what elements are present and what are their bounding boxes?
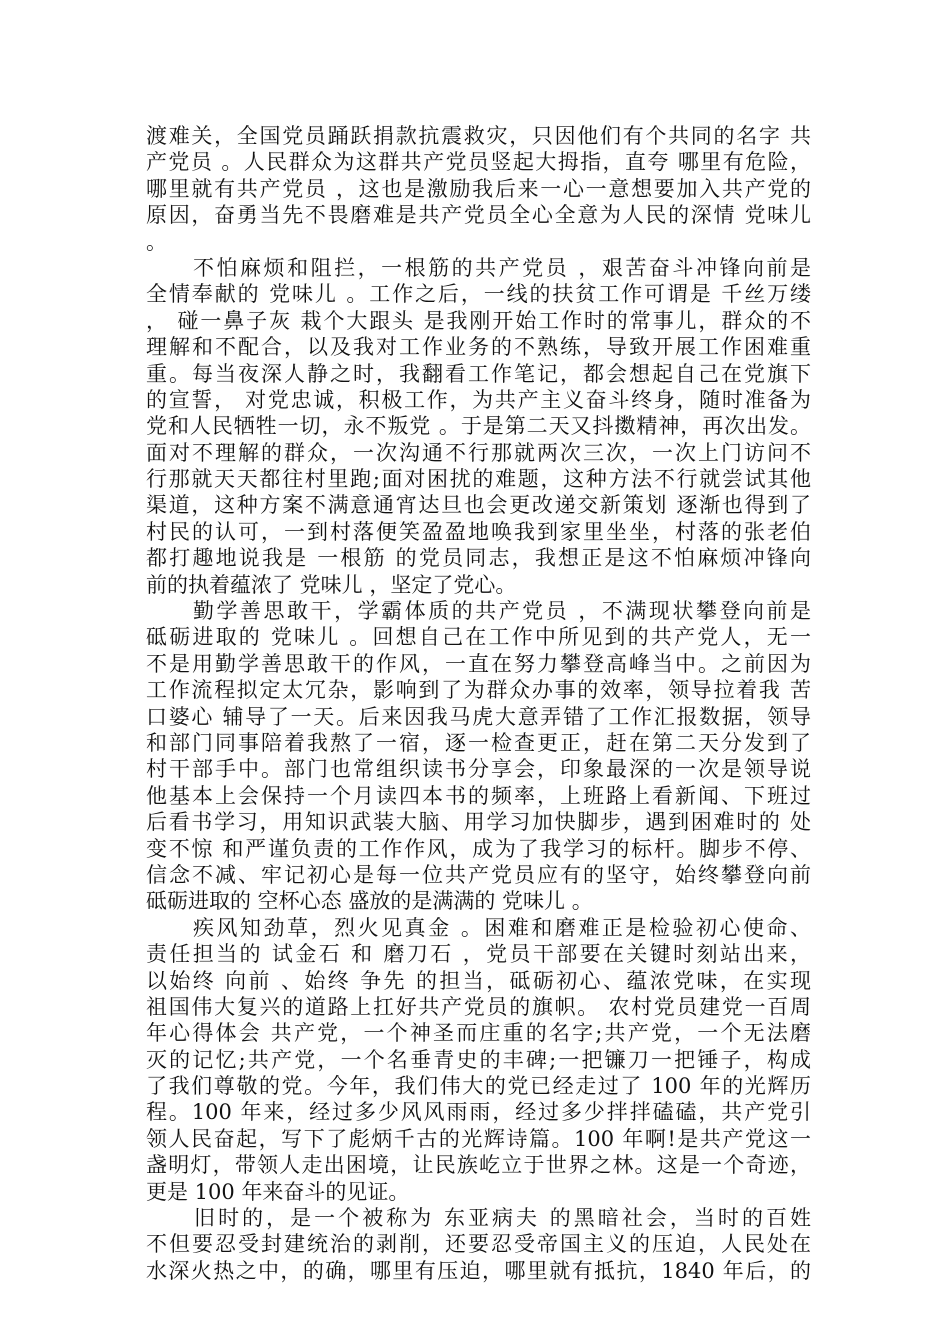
text-line: 信念不减、牢记初心是每一位共产党员应有的坚守，始终攀登向前 [146,862,811,887]
text-line: 后看书学习，用知识武装大脑、用学习加快脚步，遇到困难时的 处 [146,810,811,835]
text-line: 盏明灯，带领人走出困境，让民族屹立于世界之林。这是一个奇迹， [146,1153,811,1178]
text-line: 工作流程拟定太冗杂，影响到了为群众办事的效率，领导拉着我 苦 [146,678,811,703]
text-line: 前的执着蕴浓了 党味儿 ，坚定了党心。 [146,572,517,597]
document-body [146,123,811,1284]
text-line: 砥砺进取的 党味儿 。回想自己在工作中所见到的共产党人，无一 [146,625,811,650]
text-line: 不但要忍受封建统治的剥削，还要忍受帝国主义的压迫，人民处在 [146,1232,811,1257]
text-line: 不怕麻烦和阻拦，一根筋的共产党员 ，艰苦奋斗冲锋向前是 [146,255,811,280]
text-line: 勤学善思敢干，学霸体质的共产党员 ，不满现状攀登向前是 [146,599,811,624]
text-line: 党和人民牺牲一切，永不叛党 。于是第二天又抖擞精神，再次出发。 [146,414,811,439]
text-line: 他基本上会保持一个月读四本书的频率，上班路上看新闻、下班过 [146,783,811,808]
text-line: 旧时的，是一个被称为 东亚病夫 的黑暗社会，当时的百姓 [146,1206,811,1231]
text-line: 哪里就有共产党员 ，这也是激励我后来一心一意想要加入共产党的 [146,176,811,201]
text-line: 。 [146,229,167,254]
text-line: 渠道，这种方案不满意通宵达旦也会更改递交新策划 逐渐也得到了 [146,493,811,518]
text-line: 以始终 向前 、始终 争先 的担当，砥砺初心、蕴浓党味，在实现 [146,968,811,993]
text-line: 的宣誓， 对党忠诚，积极工作，为共产主义奋斗终身，随时准备为 [146,387,811,412]
text-line: 面对不理解的群众，一次沟通不行那就两次三次，一次上门访问不 [146,440,811,465]
text-line: 了我们尊敬的党。今年，我们伟大的党已经走过了 100 年的光辉历 [146,1074,811,1099]
text-line: 更是 100 年来奋斗的见证。 [146,1179,410,1204]
text-line: 理解和不配合，以及我对工作业务的不熟练，导致开展工作困难重 [146,335,811,360]
text-line: 重。每当夜深人静之时，我翻看工作笔记，都会想起自己在党旗下 [146,361,811,386]
text-line: 年心得体会 共产党，一个神圣而庄重的名字;共产党，一个无法磨 [146,1021,811,1046]
text-line: 都打趣地说我是 一根筋 的党员同志，我想正是这不怕麻烦冲锋向 [146,546,811,571]
text-line: 灭的记忆;共产党，一个名垂青史的丰碑;一把镰刀一把锤子，构成 [146,1047,811,1072]
text-line: 变不惊 和严谨负责的工作作风，成为了我学习的标杆。脚步不停、 [146,836,811,861]
text-line: 砥砺进取的 空杯心态 盛放的是满满的 党味儿 。 [146,889,593,914]
text-line: 全情奉献的 党味儿 。工作之后，一线的扶贫工作可谓是 千丝万缕 [146,282,811,307]
text-line: 渡难关，全国党员踊跃捐款抗震救灾，只因他们有个共同的名字 共 [146,124,811,148]
text-line: 村干部手中。部门也常组织读书分享会，印象最深的一次是领导说 [146,757,811,782]
text-line: 村民的认可，一到村落便笑盈盈地唤我到家里坐坐，村落的张老伯 [146,519,811,544]
text-line: 和部门同事陪着我熬了一宿，逐一检查更正，赶在第二天分发到了 [146,730,811,755]
text-line: 程。100 年来，经过多少风风雨雨，经过多少拌拌磕磕，共产党引 [146,1100,811,1125]
text-line: 领人民奋起，写下了彪炳千古的光辉诗篇。100 年啊!是共产党这一 [146,1126,811,1151]
text-line: ， 碰一鼻子灰 栽个大跟头 是我刚开始工作时的常事儿，群众的不 [146,308,811,333]
text-line: 产党员 。人民群众为这群共产党员竖起大拇指，直夸 哪里有危险， [146,150,811,175]
text-line: 原因，奋勇当先不畏磨难是共产党员全心全意为人民的深情 党味儿 [146,203,811,228]
text-line: 祖国伟大复兴的道路上扛好共产党员的旗帜。 农村党员建党一百周 [146,994,811,1019]
text-line: 口婆心 辅导了一天。后来因我马虎大意弄错了工作汇报数据，领导 [146,704,811,729]
text-line: 疾风知劲草，烈火见真金 。困难和磨难正是检验初心使命、 [146,915,811,940]
text-line: 不是用勤学善思敢干的作风，一直在努力攀登高峰当中。之前因为 [146,651,811,676]
text-line: 水深火热之中，的确，哪里有压迫，哪里就有抵抗，1840 年后，的 [146,1258,811,1283]
text-line: 行那就天天都往村里跑;面对困扰的难题，这种方法不行就尝试其他 [146,467,811,492]
text-line: 责任担当的 试金石 和 磨刀石 ，党员干部要在关键时刻站出来， [146,942,811,967]
